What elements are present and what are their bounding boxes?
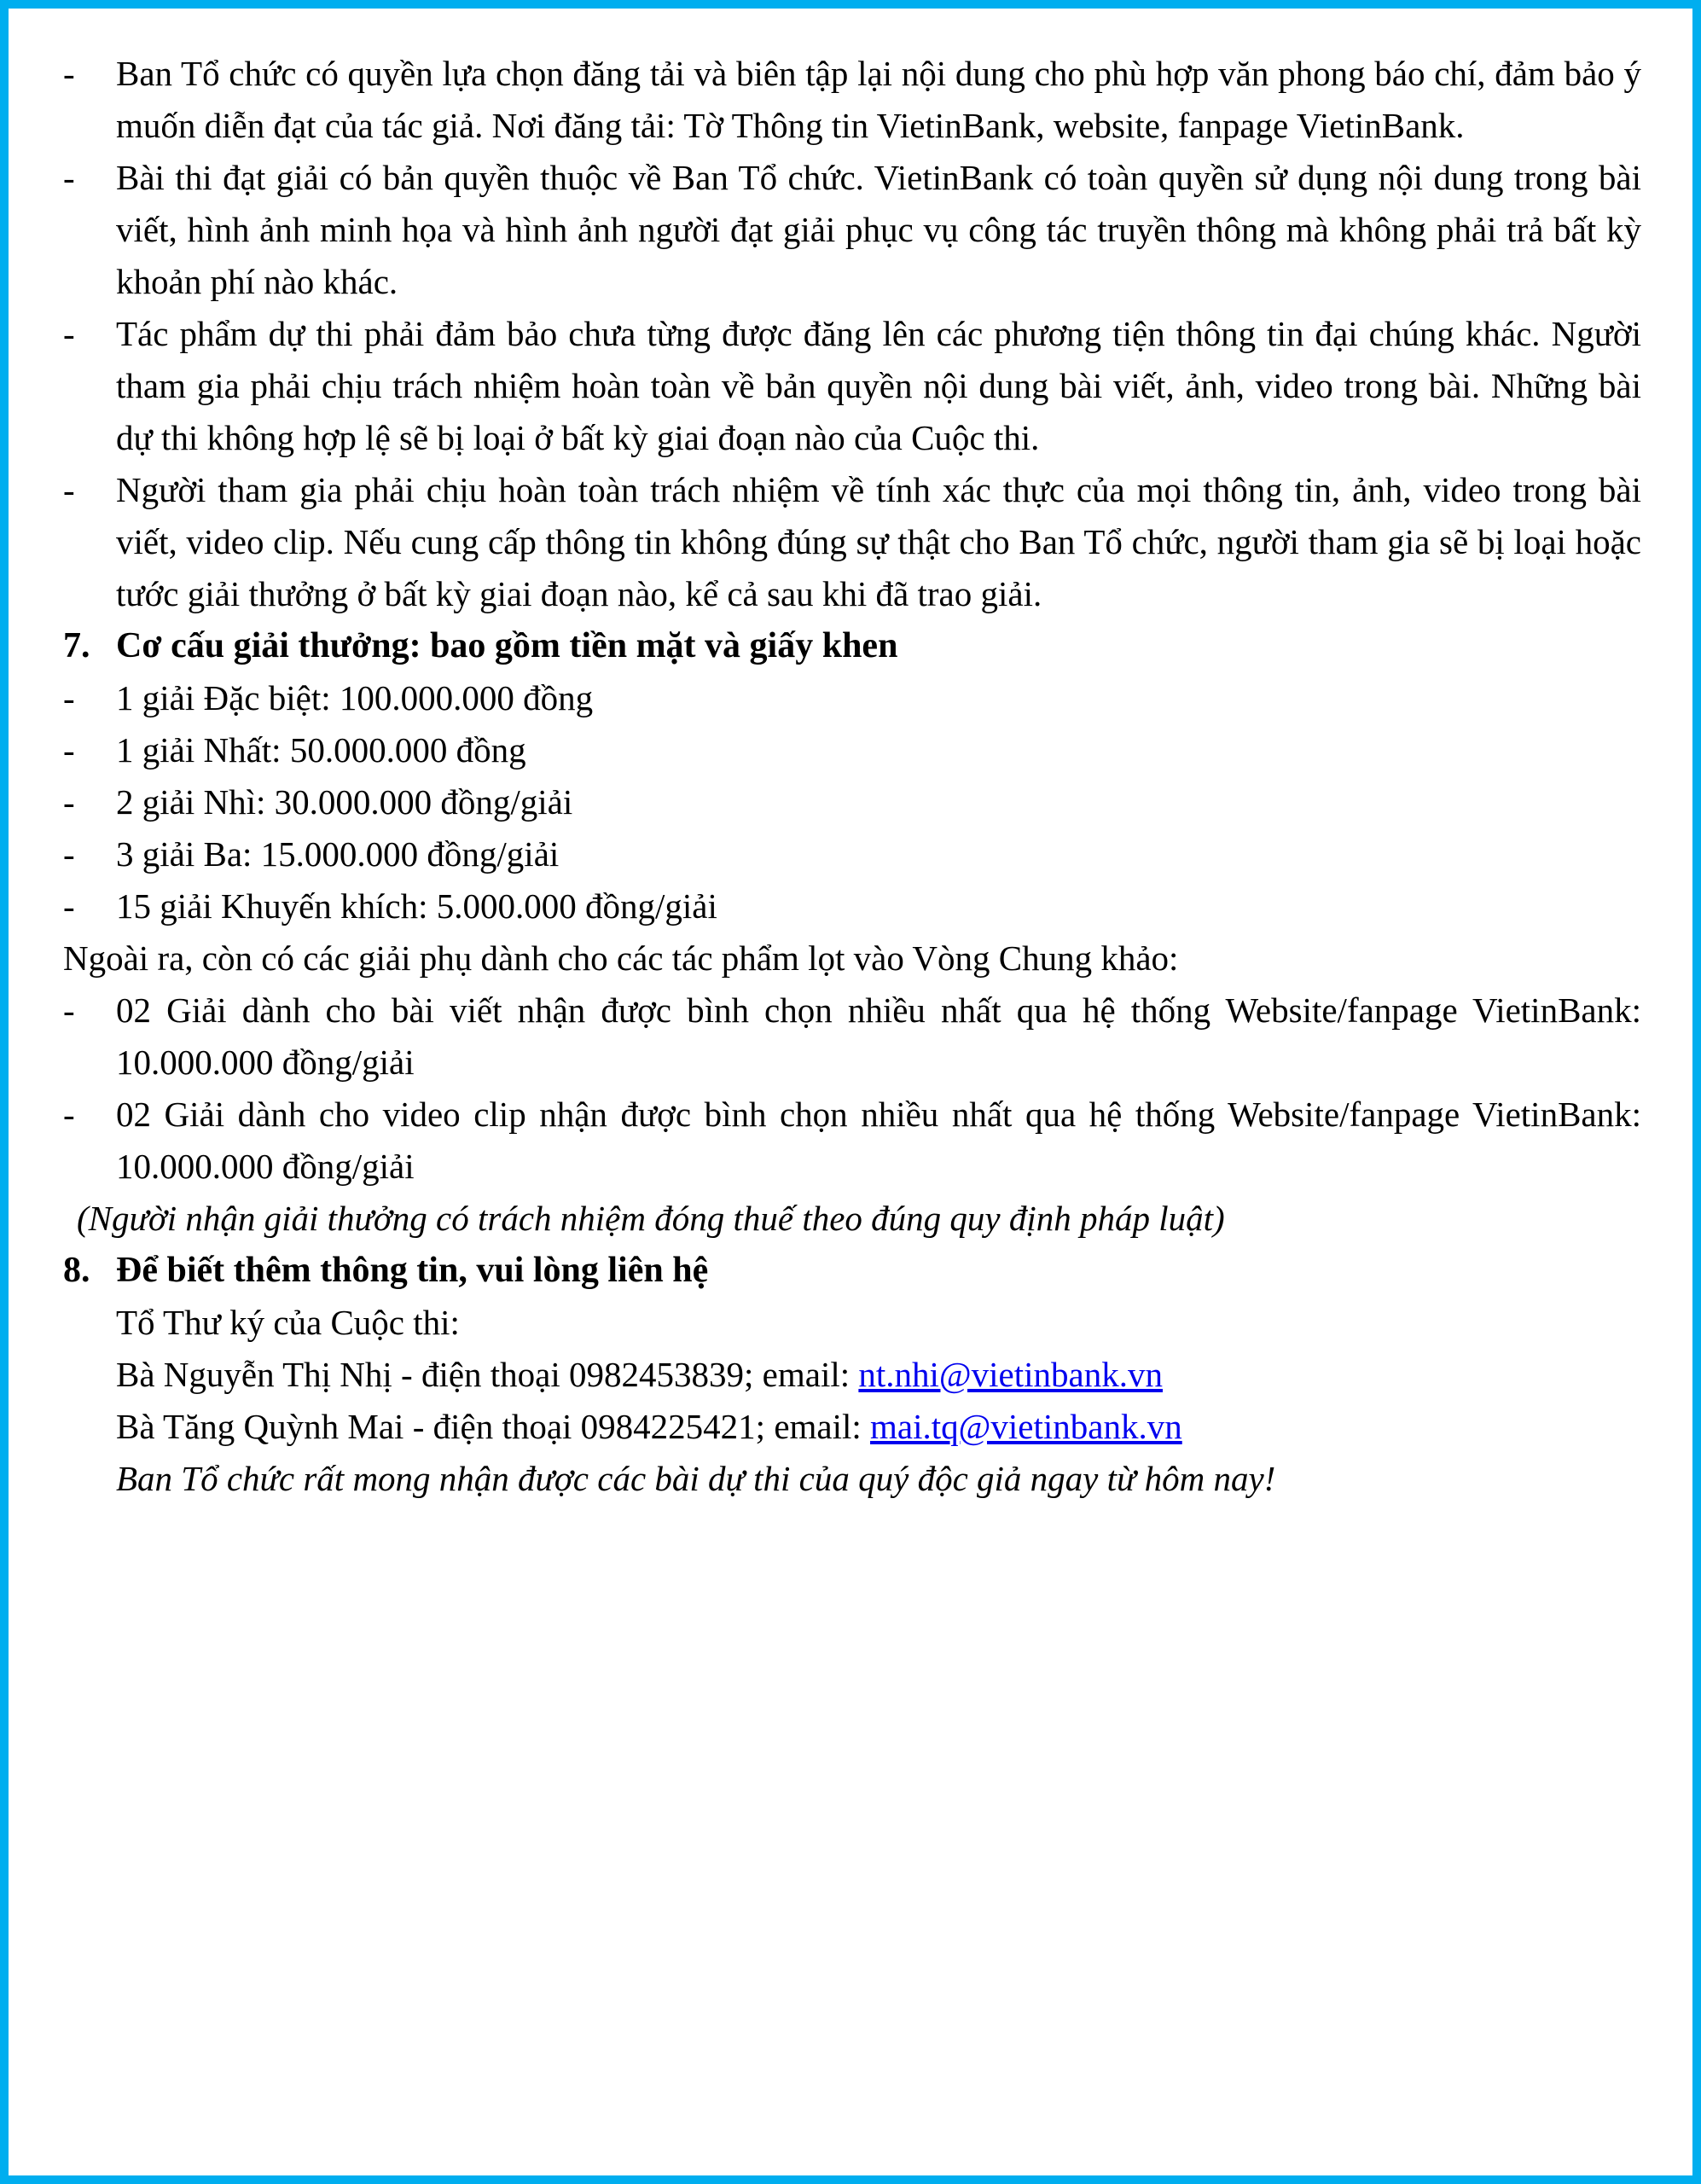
contact-1-text: Bà Nguyễn Thị Nhị - điện thoại 0982453839; email:	[116, 1355, 859, 1394]
prize-text-1: 1 giải Đặc biệt: 100.000.000 đồng	[116, 678, 594, 717]
email-link-mai-tq[interactable]: mai.tq@vietinbank.vn	[870, 1407, 1182, 1446]
extra-prize-text-1: 02 Giải dành cho bài viết nhận được bình chọn nhiều nhất qua hệ thống Website/fanpage VietinBank: 10.000.000 đồng/giải	[116, 990, 1641, 1082]
rule-text-2: Bài thi đạt giải có bản quyền thuộc về Ban Tổ chức. VietinBank có toàn quyền sử dụng nội dung trong bài viết, hình ảnh minh họa và hình ảnh người đạt giải phục vụ công tác truyền thông mà không phải trả bất kỳ khoản phí nào khác.	[116, 158, 1641, 301]
prize-text-3: 2 giải Nhì: 30.000.000 đồng/giải	[116, 782, 573, 822]
section-8-number: 8.	[63, 1251, 90, 1290]
rule-text-4: Người tham gia phải chịu hoàn toàn trách nhiệm về tính xác thực của mọi thông tin, ảnh, video trong bài viết, video clip. Nếu cung cấp thông tin không đúng sự thật cho Ban Tổ chức, người tham gia sẽ bị loại hoặc tước giải thưởng ở bất kỳ giai đoạn nào, kể cả sau khi đã trao giải.	[116, 470, 1641, 613]
bullet-dash: -	[63, 470, 75, 509]
bullet-dash: -	[63, 678, 75, 717]
section-7-title: Cơ cấu giải thưởng: bao gồm tiền mặt và giấy khen	[116, 626, 898, 665]
rule-bullet-3	[63, 308, 1641, 464]
bullet-dash: -	[63, 54, 75, 93]
prize-item-5	[63, 880, 1641, 932]
bullet-dash: -	[63, 886, 75, 926]
bullet-dash: -	[63, 158, 75, 197]
closing-line: Ban Tổ chức rất mong nhận được các bài dự thi của quý độc giả ngay từ hôm nay!	[116, 1459, 1276, 1498]
prize-item-2	[63, 724, 1641, 776]
rule-text-1: Ban Tổ chức có quyền lựa chọn đăng tải và biên tập lại nội dung cho phù hợp văn phong báo chí, đảm bảo ý muốn diễn đạt của tác giả. Nơi đăng tải: Tờ Thông tin VietinBank, website, fanpage VietinBank.	[116, 54, 1641, 145]
bullet-dash: -	[63, 782, 75, 822]
contact-line-2	[63, 1401, 1641, 1453]
extra-prize-text-2: 02 Giải dành cho video clip nhận được bình chọn nhiều nhất qua hệ thống Website/fanpage VietinBank: 10.000.000 đồng/giải	[116, 1095, 1641, 1186]
extra-prizes-intro: Ngoài ra, còn có các giải phụ dành cho các tác phẩm lọt vào Vòng Chung khảo:	[63, 938, 1179, 978]
rule-bullet-2	[63, 152, 1641, 308]
rule-bullet-4	[63, 464, 1641, 620]
contact-line-1	[63, 1349, 1641, 1401]
prize-item-1	[63, 672, 1641, 724]
bullet-dash: -	[63, 834, 75, 874]
secretariat-line: Tổ Thư ký của Cuộc thi:	[116, 1303, 460, 1342]
bullet-dash: -	[63, 1095, 75, 1134]
rule-bullet-1	[63, 48, 1641, 152]
extra-prize-item-1	[63, 985, 1641, 1089]
bullet-dash: -	[63, 990, 75, 1030]
prize-item-4	[63, 828, 1641, 880]
bullet-dash: -	[63, 730, 75, 770]
section-8-heading	[63, 1245, 1641, 1297]
section-7-number: 7.	[63, 626, 90, 665]
email-link-nt-nhi[interactable]: nt.nhi@vietinbank.vn	[858, 1355, 1163, 1394]
prize-text-2: 1 giải Nhất: 50.000.000 đồng	[116, 730, 526, 770]
bullet-dash: -	[63, 314, 75, 353]
prize-item-3	[63, 776, 1641, 828]
contact-2-text: Bà Tăng Quỳnh Mai - điện thoại 0984225421; email:	[116, 1407, 871, 1446]
prize-text-4: 3 giải Ba: 15.000.000 đồng/giải	[116, 834, 560, 874]
section-8-title: Để biết thêm thông tin, vui lòng liên hệ	[116, 1251, 709, 1290]
tax-note: (Người nhận giải thưởng có trách nhiệm đóng thuế theo đúng quy định pháp luật)	[77, 1199, 1225, 1238]
document-content	[9, 9, 1692, 1505]
rule-text-3: Tác phẩm dự thi phải đảm bảo chưa từng được đăng lên các phương tiện thông tin đại chúng khác. Người tham gia phải chịu trách nhiệm hoàn toàn về bản quyền nội dung bài viết, ảnh, video trong bài. Những bài dự thi không hợp lệ sẽ bị loại ở bất kỳ giai đoạn nào của Cuộc thi.	[116, 314, 1641, 457]
prize-text-5: 15 giải Khuyến khích: 5.000.000 đồng/giải	[116, 886, 717, 926]
section-7-heading	[63, 620, 1641, 672]
extra-prize-item-2	[63, 1089, 1641, 1193]
